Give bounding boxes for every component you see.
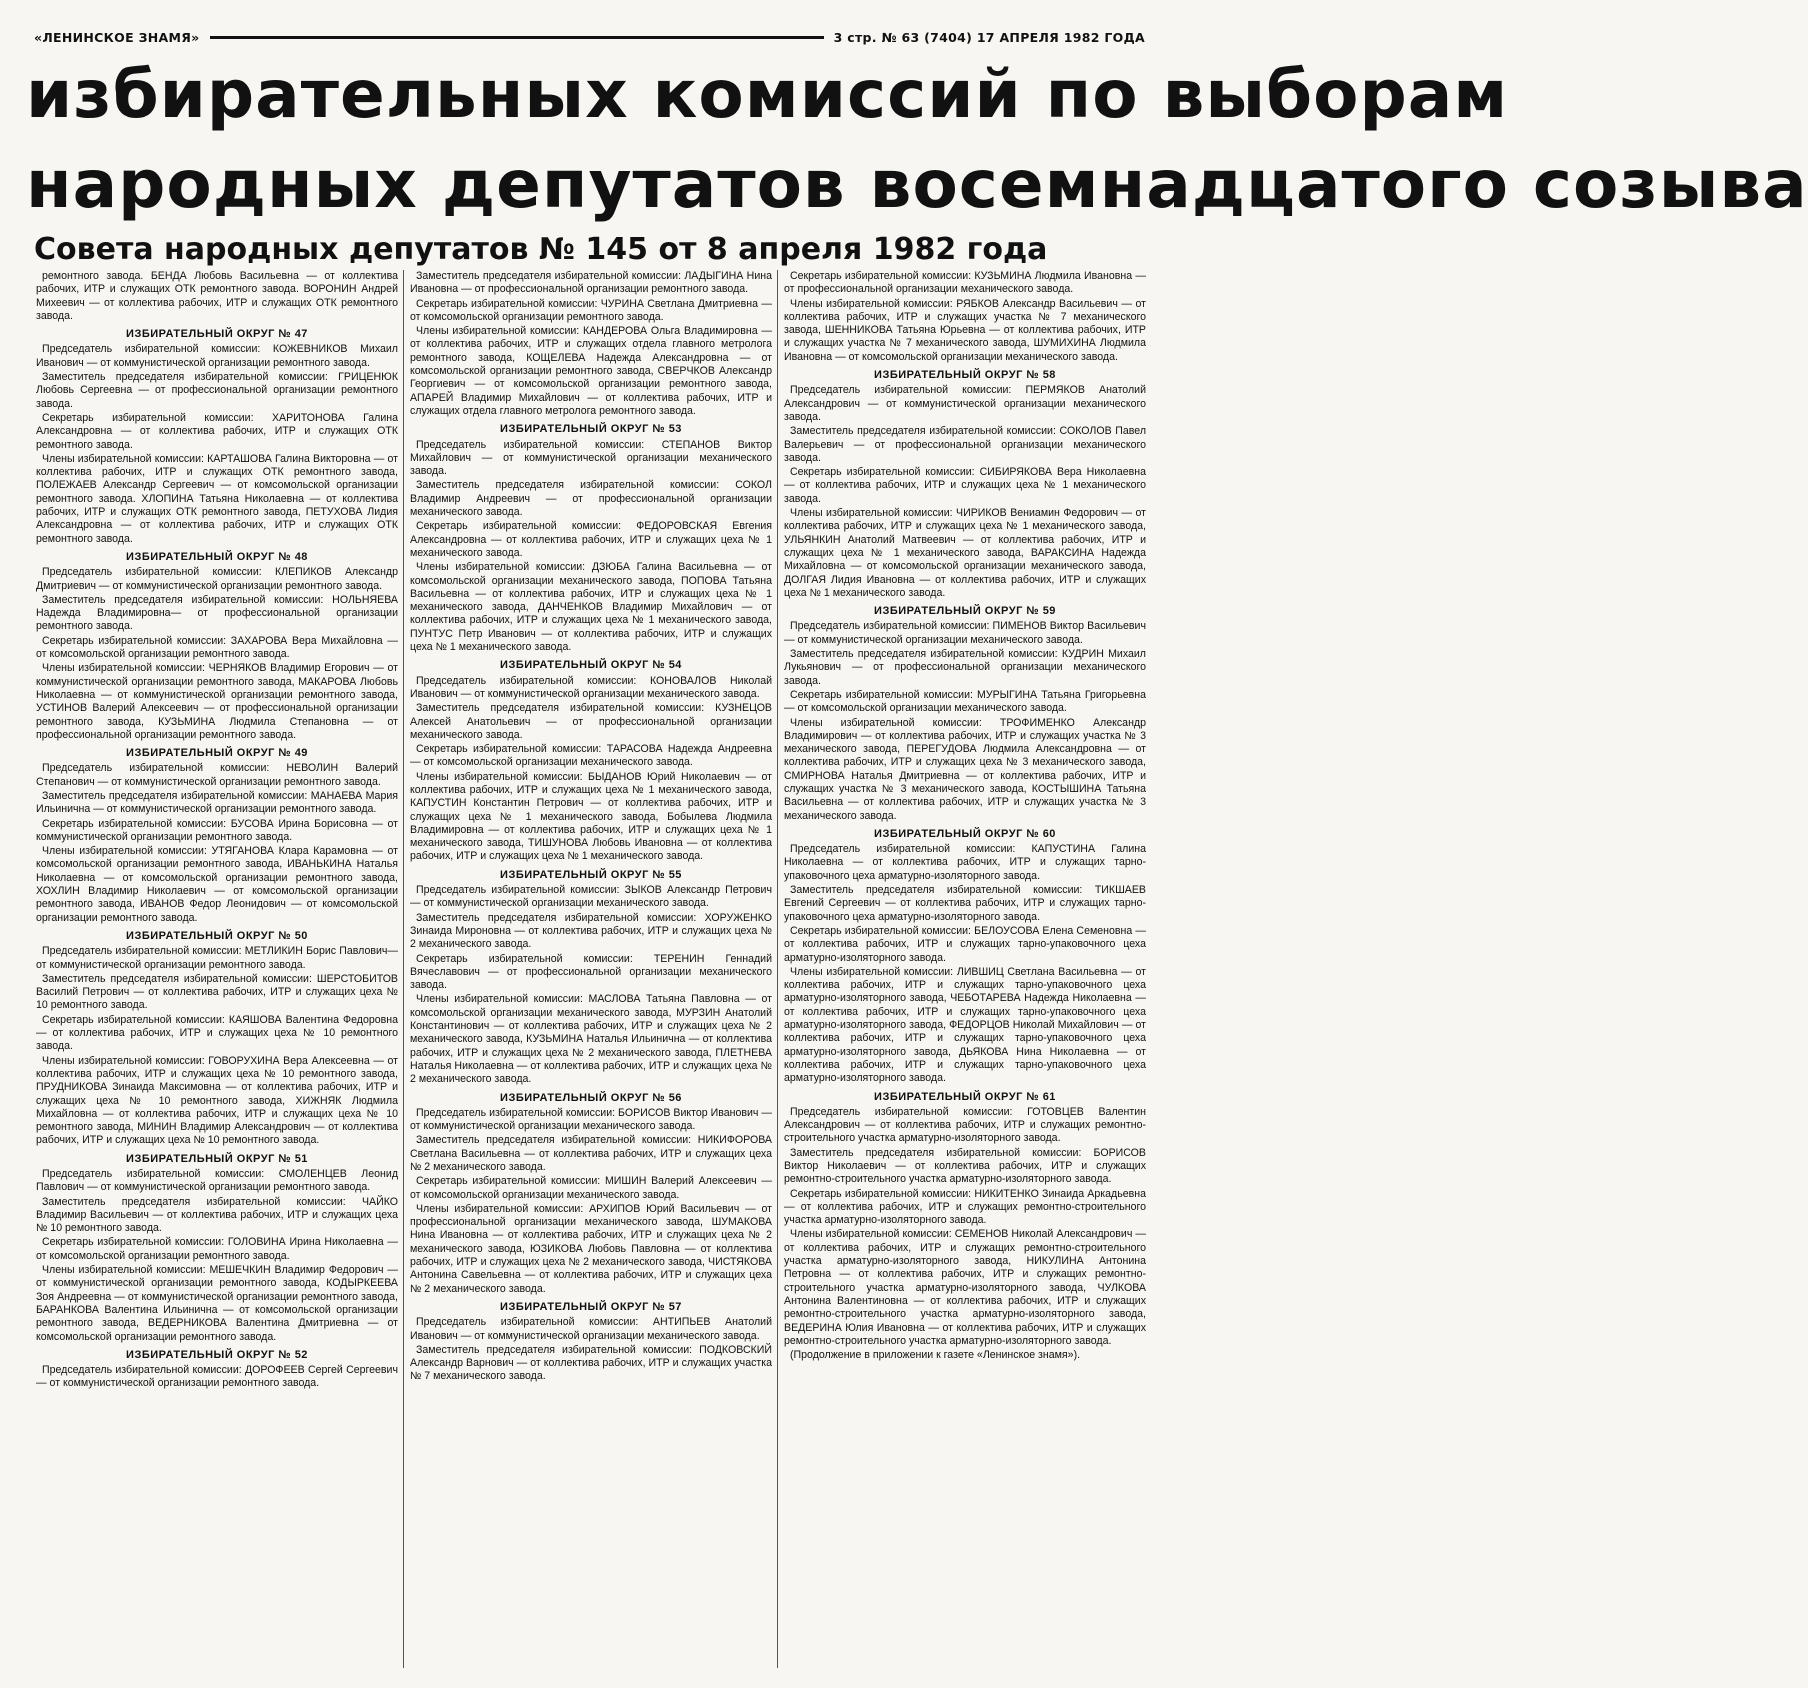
commission-entry: Заместитель председателя избирательной комиссии: ЧАЙКО Владимир Васильевич — от коллектива рабочих, ИТР и служащих цеха № 10 ремонтного завода. — [36, 1195, 398, 1235]
commission-entry: Секретарь избирательной комиссии: НИКИТЕНКО Зинаида Аркадьевна — от коллектива рабочих, ИТР и служащих ремонтно-строительного участка арматурно-изоляторного завода. — [784, 1187, 1146, 1227]
district-heading: ИЗБИРАТЕЛЬНЫЙ ОКРУГ № 49 — [126, 747, 308, 760]
commission-entry: Председатель избирательной комиссии: ПИМЕНОВ Виктор Васильевич — от коммунистической организации механического завода. — [784, 620, 1146, 646]
commission-entry: Заместитель председателя избирательной комиссии: ТИКШАЕВ Евгений Сергеевич — от коллектива рабочих, ИТР и служащих тарно-упаковочного цеха арматурно-изоляторного завода. — [784, 884, 1146, 923]
commission-entry: Секретарь избирательной комиссии: ХАРИТОНОВА Галина Александровна — от коллектива рабочих, ИТР и служащих ОТК ремонтного завода. — [36, 411, 398, 451]
commission-entry: Председатель избирательной комиссии: БОРИСОВ Виктор Иванович — от коммунистической организации механического завода. — [410, 1106, 772, 1133]
commission-entry: Секретарь избирательной комиссии: МУРЫГИНА Татьяна Григорьевна — от комсомольской организации механического завода. — [784, 688, 1146, 715]
commission-entry: Председатель избирательной комиссии: СМОЛЕНЦЕВ Леонид Павлович — от коммунистической организации ремонтного завода. — [36, 1168, 398, 1194]
commission-entry: Заместитель председателя избирательной комиссии: ЛАДЫГИНА Нина Ивановна — от профессиональной организации ремонтного завода. — [410, 270, 772, 296]
commission-entry: Заместитель председателя избирательной комиссии: КУДРИН Михаил Лукьянович — от профессиональной организации механического завода. — [784, 648, 1146, 687]
commission-entry: Заместитель председателя избирательной комиссии: НИКИФОРОВА Светлана Васильевна — от коллектива рабочих, ИТР и служащих цеха № 2 механического завода. — [410, 1134, 772, 1173]
running-head — [34, 26, 1145, 48]
column-1 — [36, 270, 398, 1668]
commission-entry: Члены избирательной комиссии: ГОВОРУХИНА Вера Алексеевна — от коллектива рабочих, ИТР и служащих цеха № 10 ремонтного завода, ПРУДНИКОВА Зинаида Максимовна — от коллектива рабочих, ИТР и служащих цеха № 10 ремонтного завода, ХИЖНЯК Людмила Михайловна — от коллектива рабочих, ИТР и служащих цеха № 10 ремонтного завода, МИНИН Владимир Александрович — от коллектива рабочих, ИТР и служащих цеха № 10 ремонтного завода. — [36, 1054, 398, 1147]
commission-entry: Председатель избирательной комиссии: ПЕРМЯКОВ Анатолий Александрович — от коммунистической организации механического завода. — [784, 384, 1146, 423]
commission-entry: Председатель избирательной комиссии: КЛЕПИКОВ Александр Дмитриевич — от коммунистической организации ремонтного завода. — [36, 566, 398, 592]
district-heading: ИЗБИРАТЕЛЬНЫЙ ОКРУГ № 47 — [126, 328, 308, 341]
commission-entry: Члены избирательной комиссии: УТЯГАНОВА Клара Карамовна — от комсомольской организации ремонтного завода, ИВАНЬКИНА Наталья Николаевна — от комсомольской организации ремонтного завода, ХОХЛИН Владимир Николаевич — от комсомольской организации ремонтного завода, ИВАНОВ Федор Леонидович — от комсомольской организации ремонтного завода. — [36, 845, 398, 924]
commission-entry: Секретарь избирательной комиссии: ТАРАСОВА Надежда Андреевна — от комсомольской организации механического завода. — [410, 743, 772, 769]
commission-entry: Члены избирательной комиссии: КАНДЕРОВА Ольга Владимировна — от коллектива рабочих, ИТР и служащих отдела главного метролога ремонтного завода, КОЩЕЛЕВА Надежда Александровна — от комсомольской организации ремонтного завода, СВЕРЧКОВ Александр Георгиевич — от комсомольской организации ремонтного завода, АПАРЕЙ Владимир Михайлович — от коллектива рабочих, ИТР и служащих отдела главного метролога ремонтного завода. — [410, 325, 772, 417]
article-columns — [36, 270, 1146, 1668]
commission-entry: Члены избирательной комиссии: ЛИВШИЦ Светлана Васильевна — от коллектива рабочих, ИТР и служащих тарно-упаковочного цеха арматурно-изоляторного завода, ЧЕБОТАРЕВА Надежда Николаевна — от коллектива рабочих, ИТР и служащих тарно-упаковочного цеха арматурно-изоляторного завода, ФЕДОРЦОВ Николай Михайлович — от коллектива рабочих, ИТР и служащих тарно-упаковочного цеха арматурно-изоляторного завода, ДЬЯКОВА Нина Николаевна — от коллектива рабочих, ИТР и служащих тарно-упаковочного цеха арматурно-изоляторного завода. — [784, 965, 1146, 1085]
commission-entry: Председатель избирательной комиссии: АНТИПЬЕВ Анатолий Иванович — от коммунистической организации механического завода. — [410, 1316, 772, 1342]
commission-entry: Председатель избирательной комиссии: ЗЫКОВ Александр Петрович — от коммунистической организации механического завода. — [410, 884, 772, 910]
masthead-rule — [210, 36, 824, 39]
commission-entry: Председатель избирательной комиссии: МЕТЛИКИН Борис Павлович— от коммунистической организации ремонтного завода. — [36, 945, 398, 971]
commission-entry: ремонтного завода. БЕНДА Любовь Васильевна — от коллектива рабочих, ИТР и служащих ОТК ремонтного завода. ВОРОНИН Андрей Михеевич — от коллектива рабочих, ИТР и служащих ОТК ремонтного завода. — [36, 270, 398, 322]
commission-entry: Председатель избирательной комиссии: КОНОВАЛОВ Николай Иванович — от коммунистической организации механического завода. — [410, 674, 772, 700]
district-heading: ИЗБИРАТЕЛЬНЫЙ ОКРУГ № 48 — [126, 550, 308, 563]
commission-entry: Секретарь избирательной комиссии: КАЯШОВА Валентина Федоровна — от коллектива рабочих, ИТР и служащих цеха № 10 ремонтного завода. — [36, 1013, 398, 1053]
district-heading: ИЗБИРАТЕЛЬНЫЙ ОКРУГ № 50 — [126, 929, 308, 942]
masthead-issue-info: 3 стр. № 63 (7404) 17 АПРЕЛЯ 1982 ГОДА — [833, 29, 1145, 45]
commission-entry: Секретарь избирательной комиссии: ФЕДОРОВСКАЯ Евгения Александровна — от коллектива рабочих, ИТР и служащих цеха № 1 механического завода. — [410, 520, 772, 559]
commission-entry: Секретарь избирательной комиссии: ТЕРЕНИН Геннадий Вячеславович — от профессиональной организации механического завода. — [410, 952, 772, 992]
district-heading: ИЗБИРАТЕЛЬНЫЙ ОКРУГ № 53 — [500, 423, 682, 436]
commission-entry: Секретарь избирательной комиссии: ЗАХАРОВА Вера Михайловна — от комсомольской организации ремонтного завода. — [36, 634, 398, 661]
commission-entry: Председатель избирательной комиссии: ДОРОФЕЕВ Сергей Сергеевич — от коммунистической организации ремонтного завода. — [36, 1364, 398, 1390]
commission-entry: Председатель избирательной комиссии: КОЖЕВНИКОВ Михаил Иванович — от коммунистической организации ремонтного завода. — [36, 343, 398, 369]
district-heading: ИЗБИРАТЕЛЬНЫЙ ОКРУГ № 52 — [126, 1348, 308, 1361]
commission-entry: Заместитель председателя избирательной комиссии: ПОДКОВСКИЙ Александр Варнович — от коллектива рабочих, ИТР и служащих участка № 7 механического завода. — [410, 1343, 772, 1383]
commission-entry: Секретарь избирательной комиссии: МИШИН Валерий Алексеевич — от комсомольской организации механического завода. — [410, 1175, 772, 1201]
masthead-paper-name: «ЛЕНИНСКОЕ ЗНАМЯ» — [34, 29, 200, 45]
commission-entry: Заместитель председателя избирательной комиссии: ШЕРСТОБИТОВ Василий Петрович — от коллектива рабочих, ИТР и служащих цеха № 10 ремонтного завода. — [36, 972, 398, 1012]
column-2 — [410, 270, 772, 1668]
district-heading: ИЗБИРАТЕЛЬНЫЙ ОКРУГ № 61 — [874, 1090, 1056, 1103]
district-heading: ИЗБИРАТЕЛЬНЫЙ ОКРУГ № 55 — [500, 868, 682, 881]
commission-entry: Заместитель председателя избирательной комиссии: МАНАЕВА Мария Ильинична — от коммунистической организации ремонтного завода. — [36, 789, 398, 816]
commission-entry: Члены избирательной комиссии: ЧИРИКОВ Вениамин Федорович — от коллектива рабочих, ИТР и служащих цеха № 1 механического завода, УЛЬЯНКИН Анатолий Матвеевич — от коллектива рабочих, ИТР и служащих цеха № 1 механического завода, ВАРАКСИНА Надежда Михайловна — от комсомольской организации механического завода, ДОЛГАЯ Лидия Ивановна — от коллектива рабочих, ИТР и служащих цеха № 1 механического завода. — [784, 507, 1146, 599]
district-heading: ИЗБИРАТЕЛЬНЫЙ ОКРУГ № 58 — [874, 369, 1056, 382]
commission-entry: Заместитель председателя избирательной комиссии: СОКОЛОВ Павел Валерьевич — от профессиональной организации механического завода. — [784, 425, 1146, 464]
headline-line-2: народных депутатов восемнадцатого созыва — [26, 146, 1808, 223]
district-heading: ИЗБИРАТЕЛЬНЫЙ ОКРУГ № 60 — [874, 827, 1056, 840]
district-heading: ИЗБИРАТЕЛЬНЫЙ ОКРУГ № 51 — [126, 1152, 308, 1165]
commission-entry: Секретарь избирательной комиссии: ГОЛОВИНА Ирина Николаевна — от комсомольской организации ремонтного завода. — [36, 1236, 398, 1262]
district-heading: ИЗБИРАТЕЛЬНЫЙ ОКРУГ № 57 — [500, 1300, 682, 1313]
commission-entry: Члены избирательной комиссии: ДЗЮБА Галина Васильевна — от комсомольской организации механического завода, ПОПОВА Татьяна Васильевна — от коллектива рабочих, ИТР и служащих цеха № 1 механического завода, ДАНЧЕНКОВ Владимир Михайлович — от коллектива рабочих, ИТР и служащих цеха № 1 механического завода, ПУНТУС Петр Иванович — от коллектива рабочих, ИТР и служащих цеха № 1 механического завода. — [410, 561, 772, 654]
column-3 — [784, 270, 1146, 1668]
subheadline: Совета народных депутатов № 145 от 8 апреля 1982 года — [34, 232, 1048, 267]
district-heading: ИЗБИРАТЕЛЬНЫЙ ОКРУГ № 59 — [874, 605, 1056, 618]
commission-entry: Заместитель председателя избирательной комиссии: ГРИЦЕНЮК Любовь Сергеевна — от профессиональной организации ремонтного завода. — [36, 371, 398, 410]
commission-entry: Секретарь избирательной комиссии: БУСОВА Ирина Борисовна — от коммунистической организации ремонтного завода. — [36, 817, 398, 843]
commission-entry: Члены избирательной комиссии: СЕМЕНОВ Николай Александрович — от коллектива рабочих, ИТР и служащих ремонтно-строительного участка арматурно-изоляторного завода, НИКУЛИНА Антонина Петровна — от коллектива рабочих, ИТР и служащих ремонтно-строительного участка арматурно-изоляторного завода, ЧУЛКОВА Антонина Валентиновна — от коллектива рабочих, ИТР и служащих ремонтно-строительного участка арматурно-изоляторного завода, ВЕДЕРИНА Юлия Ивановна — от коллектива рабочих, ИТР и служащих ремонтно-строительного участка арматурно-изоляторного завода. — [784, 1228, 1146, 1347]
commission-entry: Заместитель председателя избирательной комиссии: НОЛЬНЯЕВА Надежда Владимировна— от профессиональной организации ремонтного завода. — [36, 593, 398, 633]
commission-entry: Члены избирательной комиссии: МАСЛОВА Татьяна Павловна — от комсомольской организации механического завода, МУРЗИН Анатолий Константинович — от коллектива рабочих, ИТР и служащих цеха № 2 механического завода, КУЗЬМИНА Наталья Ильинична — от коллектива рабочих, ИТР и служащих цеха № 2 механического завода, ПЛЕТНЕВА Наталья Николаевна — от коллектива рабочих, ИТР и служащих цеха № 2 механического завода. — [410, 993, 772, 1086]
commission-entry: Члены избирательной комиссии: ЧЕРНЯКОВ Владимир Егорович — от коммунистической организации ремонтного завода, МАКАРОВА Любовь Николаевна — от коммунистической организации ремонтного завода, УСТИНОВ Валерий Алексеевич — от профессиональной организации ремонтного завода, КУЗЬМИНА Людмила Степановна — от профессиональной организации ремонтного завода. — [36, 662, 398, 741]
district-heading: ИЗБИРАТЕЛЬНЫЙ ОКРУГ № 54 — [500, 659, 682, 672]
headline-line-1: избирательных комиссий по выборам — [26, 56, 1509, 133]
commission-entry: Председатель избирательной комиссии: НЕВОЛИН Валерий Степанович — от коммунистической организации ремонтного завода. — [36, 762, 398, 788]
commission-entry: Секретарь избирательной комиссии: СИБИРЯКОВА Вера Николаевна — от коллектива рабочих, ИТР и служащих цеха № 1 механического завода. — [784, 466, 1146, 505]
commission-entry: Члены избирательной комиссии: БЫДАНОВ Юрий Николаевич — от коллектива рабочих, ИТР и служащих цеха № 1 механического завода, КАПУСТИН Константин Петрович — от коллектива рабочих, ИТР и служащих цеха № 1 механического завода, Бобылева Людмила Владимировна — от коллектива рабочих, ИТР и служащих цеха № 1 механического завода, ТИШУНОВА Любовь Ивановна — от коллектива рабочих, ИТР и служащих цеха № 1 механического завода. — [410, 770, 772, 863]
commission-entry: Члены избирательной комиссии: ТРОФИМЕНКО Александр Владимирович — от коллектива рабочих, ИТР и служащих участка № 3 механического завода, ПЕРЕГУДОВА Людмила Александровна — от коллектива рабочих, ИТР и служащих цеха № 3 механического завода, СМИРНОВА Наталья Дмитриевна — от коллектива рабочих, ИТР и служащих участка № 3 механического завода, КОСТЫШИНА Татьяна Васильевна — от коллектива рабочих, ИТР и служащих участка № 3 механического завода. — [784, 716, 1146, 822]
commission-entry: (Продолжение в приложении к газете «Ленинское знамя»). — [790, 1349, 1081, 1362]
district-heading: ИЗБИРАТЕЛЬНЫЙ ОКРУГ № 56 — [500, 1091, 682, 1104]
commission-entry: Члены избирательной комиссии: КАРТАШОВА Галина Викторовна — от коллектива рабочих, ИТР и служащих ОТК ремонтного завода, ПОЛЕЖАЕВ Александр Сергеевич — от комсомольской организации ремонтного завода. ХЛОПИНА Татьяна Николаевна — от коллектива рабочих, ИТР и служащих ОТК ремонтного завода, ПЕТУХОВА Лидия Александровна — от коллектива рабочих, ИТР и служащих ОТК ремонтного завода. — [36, 452, 398, 545]
commission-entry: Заместитель председателя избирательной комиссии: ХОРУЖЕНКО Зинаида Мироновна — от коллектива рабочих, ИТР и служащих цеха № 2 механического завода. — [410, 911, 772, 951]
commission-entry: Председатель избирательной комиссии: СТЕПАНОВ Виктор Михайлович — от коммунистической организации механического завода. — [410, 438, 772, 478]
commission-entry: Председатель избирательной комиссии: ГОТОВЦЕВ Валентин Александрович — от коллектива рабочих, ИТР и служащих ремонтно-строительного участка арматурно-изоляторного завода. — [784, 1105, 1146, 1145]
commission-entry: Председатель избирательной комиссии: КАПУСТИНА Галина Николаевна — от коллектива рабочих, ИТР и служащих тарно-упаковочного цеха арматурно-изоляторного завода. — [784, 843, 1146, 882]
commission-entry: Члены избирательной комиссии: АРХИПОВ Юрий Васильевич — от профессиональной организации механического завода, ШУМАКОВА Нина Ивановна — от коллектива рабочих, ИТР и служащих цеха № 2 механического завода, ЮЗИКОВА Любовь Павловна — от коллектива рабочих, ИТР и служащих цеха № 2 механического завода, ЧИСТЯКОВА Антонина Савельевна — от коллектива рабочих, ИТР и служащих цеха № 2 механического завода. — [410, 1202, 772, 1295]
commission-entry: Секретарь избирательной комиссии: БЕЛОУСОВА Елена Семеновна — от коллектива рабочих, ИТР и служащих тарно-упаковочного цеха арматурно-изоляторного завода. — [784, 924, 1146, 964]
commission-entry: Заместитель председателя избирательной комиссии: СОКОЛ Владимир Андреевич — от профессиональной организации механического завода. — [410, 479, 772, 519]
commission-entry: Секретарь избирательной комиссии: ЧУРИНА Светлана Дмитриевна — от комсомольской организации ремонтного завода. — [410, 297, 772, 323]
commission-entry: Заместитель председателя избирательной комиссии: КУЗНЕЦОВ Алексей Анатольевич — от профессиональной организации механического завода. — [410, 702, 772, 741]
commission-entry: Секретарь избирательной комиссии: КУЗЬМИНА Людмила Ивановна — от профессиональной организации механического завода. — [784, 270, 1146, 296]
commission-entry: Заместитель председателя избирательной комиссии: БОРИСОВ Виктор Николаевич — от коллектива рабочих, ИТР и служащих ремонтно-строительного участка арматурно-изоляторного завода. — [784, 1146, 1146, 1186]
commission-entry: Члены избирательной комиссии: РЯБКОВ Александр Васильевич — от коллектива рабочих, ИТР и служащих участка № 7 механического завода, ШЕННИКОВА Татьяна Юрьевна — от коллектива рабочих, ИТР и служащих участка № 7 механического завода, ШУМИХИНА Людмила Ивановна — от комсомольской организации механического завода. — [784, 297, 1146, 363]
commission-entry: Члены избирательной комиссии: МЕШЕЧКИН Владимир Федорович — от коммунистической организации ремонтного завода, КОДЫРКЕЕВА Зоя Андреевна — от коммунистической организации ремонтного завода, БАРАНКОВА Валентина Ильинична — от комсомольской организации ремонтного завода, ВЕДЕРНИКОВА Валентина Дмитриевна — от комсомольской организации ремонтного завода. — [36, 1264, 398, 1343]
